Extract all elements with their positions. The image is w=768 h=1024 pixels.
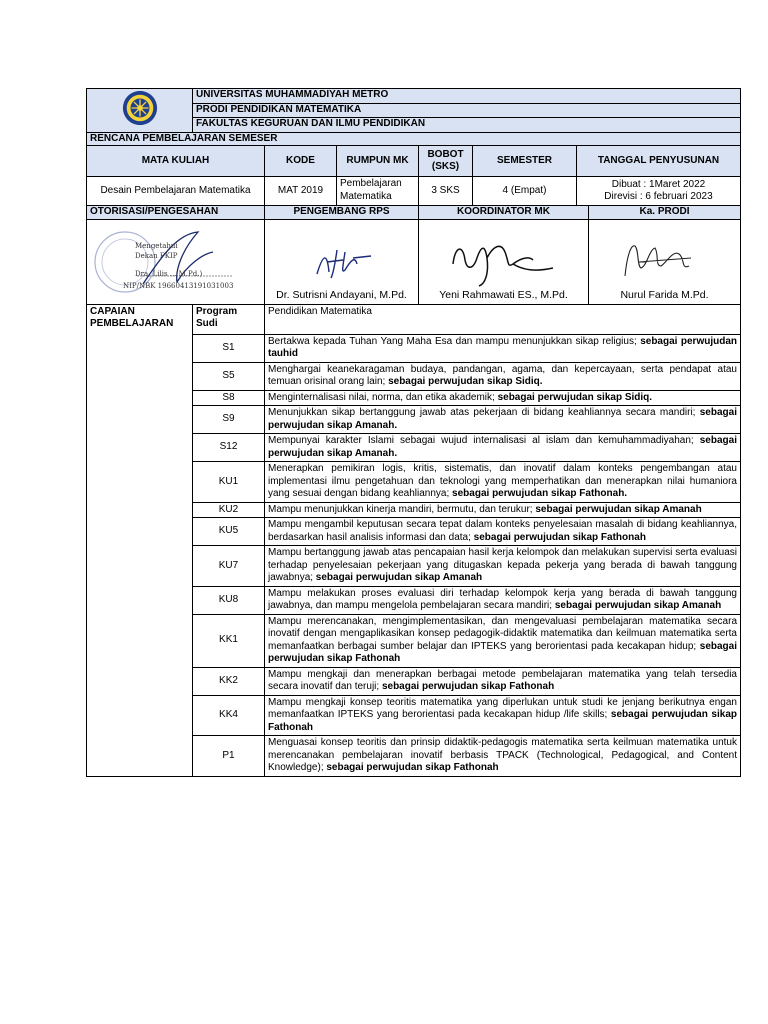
value-kode: MAT 2019 [265, 177, 337, 206]
university-logo [87, 89, 193, 133]
outcome-suffix: sebagai perwujudan sikap Amanah [552, 600, 722, 611]
learning-outcomes-table [86, 304, 741, 777]
outcome-text: Menunjukkan sikap bertanggung jawab atas pekerjaan di bidang keahliannya secara mandiri; [268, 407, 696, 418]
outcome-text: Mampu merencanakan, mengimplementasikan, dan mengevaluasi pembelajaran matematika secara inovatif dengan mengaplikasikan konsep pedagogik-didaktik matematika dan keilmuan matematika serta memanfaatkan berbagai sumber belajar dan IPTEKS yang berorientasi pada kecakapan hidup; [268, 615, 737, 652]
koordinator-label: KOORDINATOR MK [419, 206, 589, 220]
outcome-description [265, 362, 741, 390]
outcome-suffix: sebagai perwujudan sikap Fathonah [470, 531, 646, 543]
stamp-line-2: Dekan FKIP [135, 251, 178, 260]
dean-stamp [93, 224, 259, 302]
outcome-suffix: sebagai perwujudan sikap Amanah [313, 572, 483, 583]
value-rumpun: Pembelajaran Matematika [337, 177, 419, 206]
outcome-description [265, 502, 741, 518]
koordinator-name: Yeni Rahmawati ES., M.Pd. [439, 289, 568, 301]
outcome-code: KU7 [193, 546, 265, 587]
outcome-code: P1 [193, 736, 265, 777]
outcome-code: S8 [193, 390, 265, 406]
university-name: UNIVERSITAS MUHAMMADIYAH METRO [193, 89, 741, 104]
stamp-line-3: Dra. Lilis ... M.Pd.) [135, 269, 203, 278]
outcome-description [265, 334, 741, 362]
stamp-line-1: Mengetahui [135, 241, 178, 250]
pengembang-signature-cell [265, 219, 419, 304]
outcome-suffix: sebagai perwujudan sikap Fathonah [379, 681, 555, 692]
outcome-description [265, 695, 741, 736]
outcome-suffix: sebagai perwujudan sikap Sidiq. [385, 376, 543, 387]
pengembang-label: PENGEMBANG RPS [265, 206, 419, 220]
outcome-description [265, 667, 741, 695]
kaprodi-label: Ka. PRODI [589, 206, 741, 220]
outcome-code: S9 [193, 406, 265, 434]
outcome-code: KK1 [193, 614, 265, 667]
outcome-suffix: sebagai perwujudan tauhid [268, 335, 737, 359]
outcome-text: Mampu melakukan proses evaluasi diri terhadap kelompok kerja yang berada di bawah tanggung jawabnya, dan mampu mengelola pembelajaran secara mandiri; [268, 587, 737, 611]
value-mata-kuliah: Desain Pembelajaran Matematika [87, 177, 265, 206]
authorization-table [86, 205, 741, 305]
stamp-line-4: NIP/NBK 19660413191031003 [123, 281, 234, 290]
header-tanggal: TANGGAL PENYUSUNAN [577, 146, 741, 177]
pengembang-name: Dr. Sutrisni Andayani, M.Pd. [276, 289, 407, 301]
tanggal-dibuat: Dibuat : 1Maret 2022 [611, 178, 706, 190]
capaian-pembelajaran-label: CAPAIAN PEMBELAJARAN [87, 304, 193, 776]
outcome-description [265, 518, 741, 546]
outcome-code: KK2 [193, 667, 265, 695]
outcome-text: Menguasai konsep teoritis dan prinsip didaktik-pedagogis matematika serta keilmuan matematika untuk merencanakan pembelajaran inovatif berbasis TPACK (Technological, Pedagogical, and Content Knowledge); [268, 737, 737, 773]
outcome-text: Mampu bertanggung jawab atas pencapaian hasil kerja kelompok dan melakukan supervisi serta evaluasi terhadap penyelesaian pekerjaan yang ditugaskan kepada pekerja yang berada di bawah tanggung jawabnya; [268, 547, 737, 583]
outcome-description [265, 406, 741, 434]
outcome-code: S12 [193, 434, 265, 462]
outcome-code: KU1 [193, 462, 265, 503]
outcome-code: KU5 [193, 518, 265, 546]
tanggal-direvisi: Direvisi : 6 februari 2023 [604, 191, 713, 202]
outcome-description [265, 390, 741, 406]
outcome-suffix: sebagai perwujudan sikap Fathonah. [449, 488, 628, 499]
outcome-suffix: sebagai perwujudan sikap Fathonah [268, 709, 737, 733]
outcome-suffix: sebagai perwujudan sikap Sidiq. [494, 391, 653, 403]
kaprodi-signature-icon [619, 236, 699, 286]
header-rumpun: RUMPUN MK [337, 146, 419, 177]
pengembang-signature-icon [309, 244, 379, 284]
outcome-code: KU2 [193, 502, 265, 518]
outcome-description [265, 546, 741, 587]
outcome-text: Mampu menunjukkan kinerja mandiri, bermutu, dan terukur; [268, 503, 533, 515]
outcome-code: S5 [193, 362, 265, 390]
program-studi-value: Pendidikan Matematika [265, 304, 741, 334]
kaprodi-name: Nurul Farida M.Pd. [620, 289, 709, 301]
outcome-description [265, 736, 741, 777]
otorisasi-label: OTORISASI/PENGESAHAN [87, 206, 265, 220]
outcome-text: Mampu mengambil keputusan secara tepat dalam konteks penyelesaian masalah di bidang keahliannya, berdasarkan hasil analisis informasi dan data; [268, 519, 737, 543]
value-bobot: 3 SKS [419, 177, 473, 206]
outcome-description [265, 614, 741, 667]
koordinator-signature-icon [449, 234, 559, 290]
header-kode: KODE [265, 146, 337, 177]
program-studi-label: Program Sudi [193, 304, 265, 334]
outcome-description [265, 434, 741, 462]
outcome-code: KU8 [193, 586, 265, 614]
header-table [86, 88, 741, 146]
outcome-text: Mempunyai karakter Islami sebagai wujud internalisasi al islam dan kemuhammadiyahan; [268, 435, 694, 446]
outcome-text: Menerapkan pemikiran logis, kritis, sistematis, dan inovatif dalam konteks pengembangan atau implementasi ilmu pengetahuan dan teknologi yang memperhatikan dan menerapkan nilai humaniora yang sesuai dengan bidang keahliannya; [268, 463, 737, 499]
outcome-code: KK4 [193, 695, 265, 736]
outcome-text: Mampu mengkaji konsep teoritis matematika yang diperlukan untuk studi ke jenjang berikutnya engan memanfaatkan IPTEKS yang berorientasi pada kecakapan hidup /life skills; [268, 696, 737, 720]
rps-document [86, 88, 741, 777]
value-tanggal [577, 177, 741, 206]
outcome-text: Mampu mengkaji dan menerapkan berbagai metode pembelajaran matematika yang telah tersedia secara inovatif dan teruji; [268, 668, 737, 692]
outcome-text: Menghargai keanekaragaman budaya, pandangan, agama, dan kepercayaan, serta pendapat atau temuan orisinal orang lain; [268, 363, 737, 387]
outcome-description [265, 462, 741, 503]
header-semester: SEMESTER [473, 146, 577, 177]
dean-stamp-cell [87, 219, 265, 304]
faculty-name: FAKULTAS KEGURUAN DAN ILMU PENDIDIKAN [193, 118, 741, 133]
outcome-code: S1 [193, 334, 265, 362]
outcome-description [265, 586, 741, 614]
university-logo-icon [121, 89, 159, 127]
outcome-suffix: sebagai perwujudan sikap Amanah. [268, 435, 737, 459]
document-title: RENCANA PEMBELAJARAN SEMESER [87, 132, 741, 146]
header-mata-kuliah: MATA KULIAH [87, 146, 265, 177]
kaprodi-signature-cell [589, 219, 741, 304]
outcome-text: Menginternalisasi nilai, norma, dan etika akademik; [268, 391, 495, 403]
outcome-suffix: sebagai perwujudan sikap Amanah. [268, 407, 737, 431]
header-bobot: BOBOT (SKS) [419, 146, 473, 177]
koordinator-signature-cell [419, 219, 589, 304]
value-semester: 4 (Empat) [473, 177, 577, 206]
outcome-suffix: sebagai perwujudan sikap Fathonah [268, 640, 737, 664]
prodi-name: PRODI PENDIDIKAN MATEMATIKA [193, 103, 741, 118]
outcome-suffix: sebagai perwujudan sikap Amanah [532, 503, 702, 515]
course-info-table [86, 145, 741, 206]
outcome-suffix: sebagai perwujudan sikap Fathonah [323, 762, 499, 773]
outcome-text: Bertakwa kepada Tuhan Yang Maha Esa dan mampu menunjukkan sikap religius; [268, 335, 637, 347]
